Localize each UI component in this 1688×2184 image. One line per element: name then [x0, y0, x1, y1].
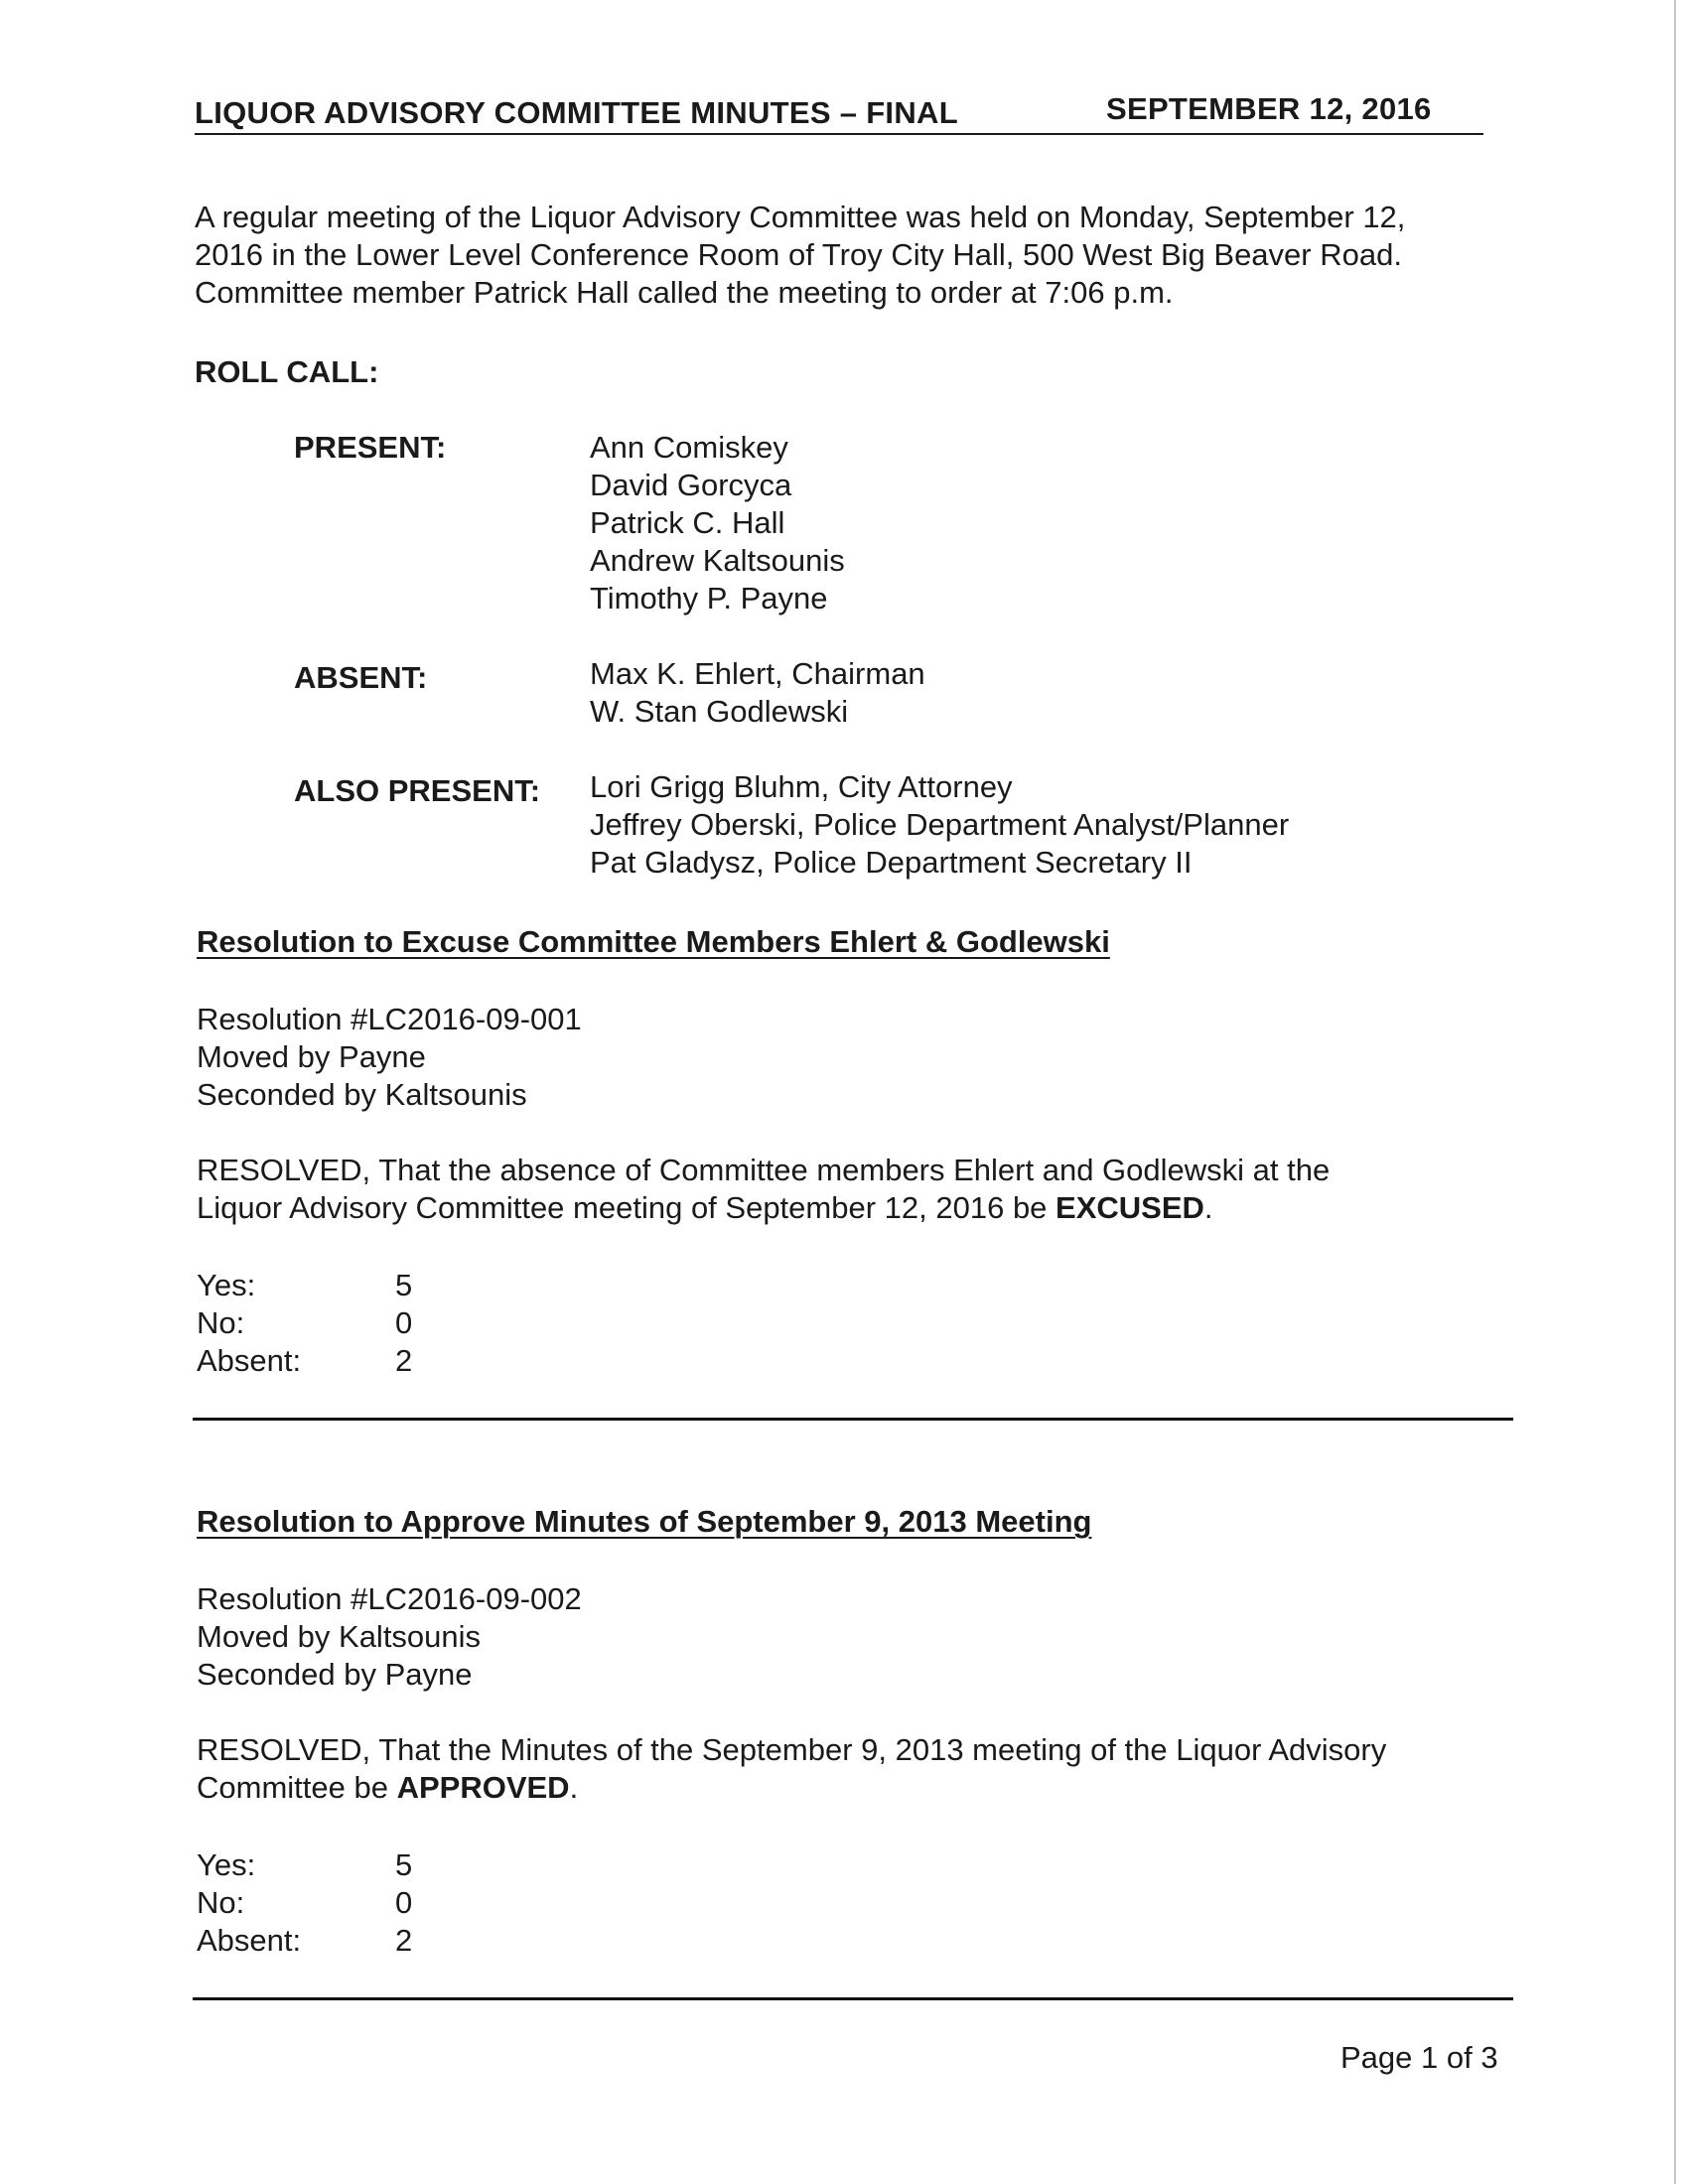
absent-member: Max K. Ehlert, Chairman	[590, 656, 925, 691]
resolved-text: Liquor Advisory Committee meeting of September 12, 2016 be	[197, 1190, 1056, 1225]
meeting-date: SEPTEMBER 12, 2016	[1106, 91, 1432, 126]
vote-label: Yes:	[197, 1268, 256, 1302]
resolution-2-resolved-line-2	[197, 1769, 578, 1807]
page-number: Page 1 of 3	[1340, 2040, 1498, 2075]
intro-line-1: A regular meeting of the Liquor Advisory Committee was held on Monday, September 12,	[195, 200, 1406, 234]
resolution-1-resolved-line-2	[197, 1189, 1213, 1227]
present-member: Ann Comiskey	[590, 430, 788, 465]
present-member: Patrick C. Hall	[590, 505, 785, 540]
vote-label: Absent:	[197, 1343, 302, 1378]
vote-label: Yes:	[197, 1847, 256, 1882]
vote-count: 0	[395, 1885, 413, 1920]
resolved-period: .	[569, 1770, 579, 1805]
roll-call-heading: ROLL CALL:	[195, 354, 379, 389]
vote-count: 2	[395, 1923, 413, 1958]
present-member: Andrew Kaltsounis	[590, 543, 845, 578]
vote-count: 5	[395, 1268, 413, 1302]
resolved-period: .	[1203, 1190, 1213, 1225]
scan-edge-line	[1674, 0, 1676, 2184]
also-present-member: Pat Gladysz, Police Department Secretary II	[590, 845, 1193, 880]
resolved-status: EXCUSED	[1055, 1190, 1204, 1225]
header-underline	[195, 133, 1483, 135]
present-member: Timothy P. Payne	[590, 581, 828, 615]
also-present-label: ALSO PRESENT:	[294, 773, 541, 808]
present-label: PRESENT:	[294, 430, 447, 465]
vote-count: 0	[395, 1305, 413, 1340]
vote-label: No:	[197, 1305, 245, 1340]
resolved-status: APPROVED	[396, 1770, 570, 1805]
section-divider	[193, 1418, 1513, 1421]
resolution-2-resolved-line-1: RESOLVED, That the Minutes of the September 9, 2013 meeting of the Liquor Advisory	[197, 1732, 1387, 1767]
absent-member: W. Stan Godlewski	[590, 694, 849, 729]
vote-label: No:	[197, 1885, 245, 1920]
resolution-1-seconded: Seconded by Kaltsounis	[197, 1077, 527, 1112]
resolution-1-resolved-line-1: RESOLVED, That the absence of Committee members Ehlert and Godlewski at the	[197, 1153, 1331, 1187]
absent-label: ABSENT:	[294, 660, 428, 695]
resolution-1-number: Resolution #LC2016-09-001	[197, 1002, 582, 1036]
present-member: David Gorcyca	[590, 468, 792, 502]
resolution-1-heading: Resolution to Excuse Committee Members Ehlert & Godlewski	[197, 924, 1110, 959]
also-present-member: Jeffrey Oberski, Police Department Analyst/Planner	[590, 807, 1290, 842]
section-divider	[193, 1997, 1513, 2000]
document-title: LIQUOR ADVISORY COMMITTEE MINUTES – FINAL	[195, 95, 958, 130]
vote-count: 5	[395, 1847, 413, 1882]
resolution-2-moved: Moved by Kaltsounis	[197, 1619, 482, 1654]
intro-line-3: Committee member Patrick Hall called the meeting to order at 7:06 p.m.	[195, 275, 1174, 310]
resolution-1-moved: Moved by Payne	[197, 1039, 426, 1074]
resolution-2-number: Resolution #LC2016-09-002	[197, 1581, 582, 1616]
intro-line-2: 2016 in the Lower Level Conference Room of Troy City Hall, 500 West Big Beaver Road.	[195, 237, 1402, 272]
resolved-text: Committee be	[197, 1770, 397, 1805]
also-present-member: Lori Grigg Bluhm, City Attorney	[590, 769, 1013, 804]
vote-label: Absent:	[197, 1923, 302, 1958]
resolution-2-seconded: Seconded by Payne	[197, 1657, 473, 1692]
vote-count: 2	[395, 1343, 413, 1378]
resolution-2-heading: Resolution to Approve Minutes of September 9, 2013 Meeting	[197, 1504, 1092, 1539]
